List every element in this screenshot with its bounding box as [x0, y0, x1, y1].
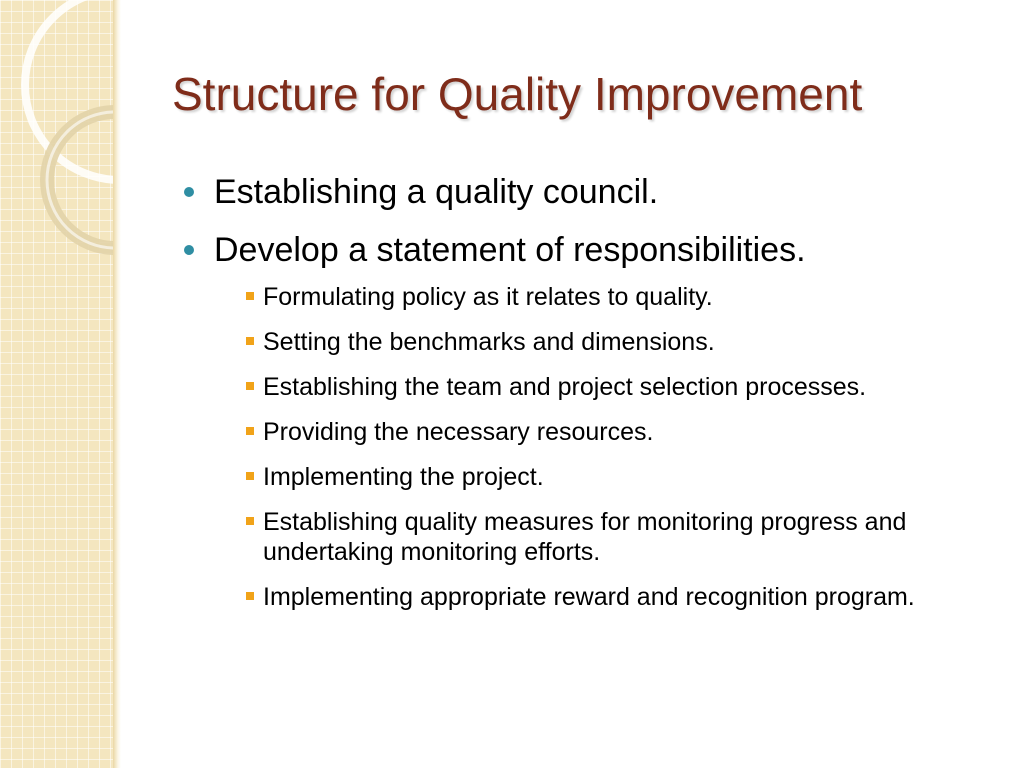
sub-bullet-text: Formulating policy as it relates to quality. — [263, 283, 713, 311]
sub-bullet-text: Providing the necessary resources. — [263, 418, 654, 446]
sub-bullet-item — [238, 282, 982, 312]
sub-bullet-item — [238, 417, 982, 447]
sub-bullet-item — [238, 507, 982, 567]
bullet-list — [182, 170, 982, 272]
square-bullet-icon — [246, 382, 254, 390]
sub-bullet-item — [238, 327, 982, 357]
bullet-item-quality-council — [182, 170, 982, 214]
bullet-text: Develop a statement of responsibilities. — [214, 231, 806, 269]
square-bullet-icon — [246, 337, 254, 345]
sub-bullet-item — [238, 582, 982, 612]
bullet-text: Establishing a quality council. — [214, 173, 659, 211]
sub-bullet-text: Implementing appropriate reward and recognition program. — [263, 583, 915, 611]
sub-bullet-text: Establishing quality measures for monitoring progress and undertaking monitoring efforts. — [263, 508, 907, 566]
slide-title: Structure for Quality Improvement — [172, 68, 863, 120]
slide-content — [182, 170, 982, 627]
square-bullet-icon — [246, 472, 254, 480]
circle-bullet-icon — [184, 187, 194, 197]
square-bullet-icon — [246, 592, 254, 600]
sub-bullet-text: Setting the benchmarks and dimensions. — [263, 328, 715, 356]
square-bullet-icon — [246, 292, 254, 300]
decorative-circles-icon — [0, 0, 113, 300]
sidebar-edge — [113, 0, 121, 768]
sub-bullet-item — [238, 372, 982, 402]
square-bullet-icon — [246, 517, 254, 525]
circle-bullet-icon — [184, 245, 194, 255]
sub-bullet-list — [238, 282, 982, 612]
decorative-sidebar — [0, 0, 113, 768]
square-bullet-icon — [246, 427, 254, 435]
sub-bullet-text: Establishing the team and project selection processes. — [263, 373, 867, 401]
sub-bullet-item — [238, 462, 982, 492]
sub-bullet-text: Implementing the project. — [263, 463, 544, 491]
bullet-item-responsibilities — [182, 228, 982, 272]
